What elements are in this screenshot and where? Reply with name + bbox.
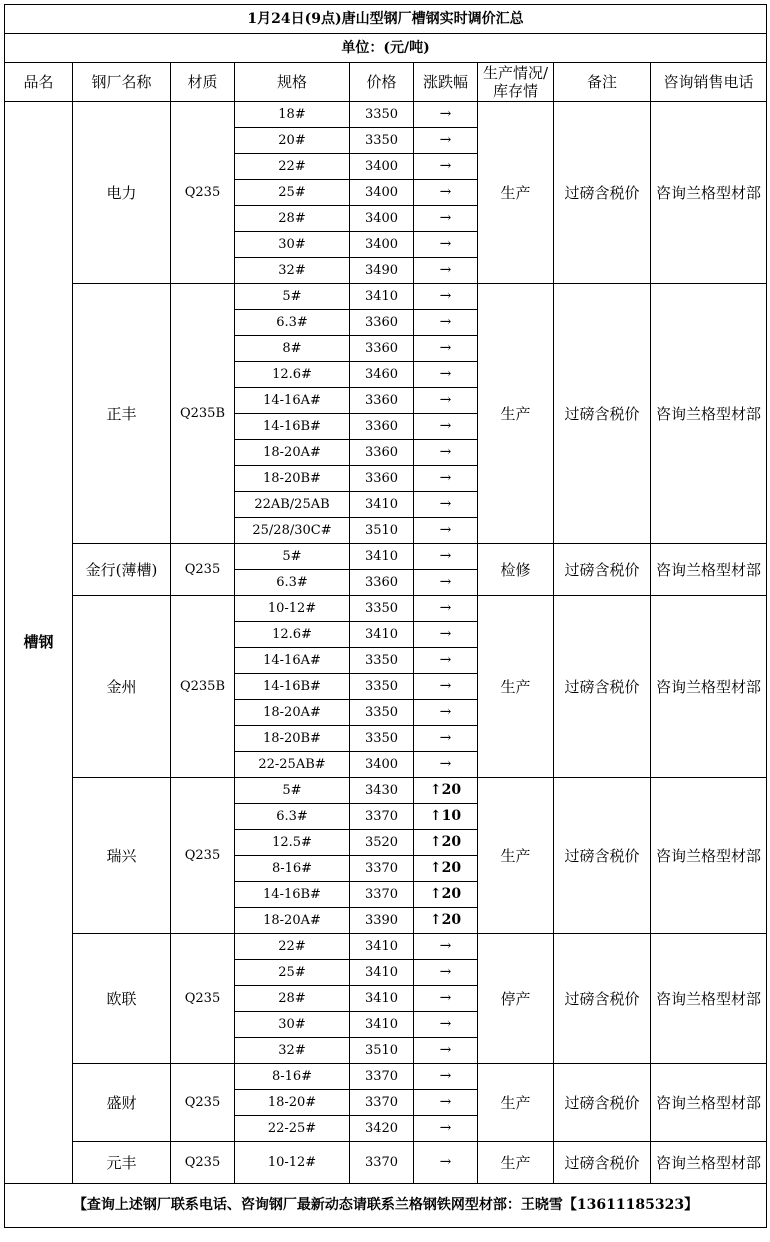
change-flat-cell: → — [414, 1116, 478, 1142]
change-flat-cell: → — [414, 596, 478, 622]
production-status: 生产 — [478, 1064, 554, 1142]
title-row — [5, 5, 767, 34]
spec-cell: 25/28/30C# — [235, 518, 350, 544]
price-cell: 3350 — [350, 596, 414, 622]
change-flat-cell: → — [414, 726, 478, 752]
material: Q235 — [171, 1142, 235, 1184]
footer-row — [5, 1184, 767, 1228]
price-table — [4, 4, 767, 1228]
mill-name: 元丰 — [73, 1142, 171, 1184]
contact-cell: 咨询兰格型材部 — [651, 102, 767, 284]
note-cell: 过磅含税价 — [554, 778, 651, 934]
change-flat-cell: → — [414, 648, 478, 674]
material: Q235 — [171, 778, 235, 934]
mill-name: 瑞兴 — [73, 778, 171, 934]
change-flat-cell: → — [414, 128, 478, 154]
change-flat-cell: → — [414, 986, 478, 1012]
change-flat-cell: → — [414, 700, 478, 726]
spec-cell: 28# — [235, 986, 350, 1012]
mill-name: 正丰 — [73, 284, 171, 544]
price-cell: 3430 — [350, 778, 414, 804]
change-up-cell: ↑10 — [414, 804, 478, 830]
change-flat-cell: → — [414, 752, 478, 778]
table-row — [5, 1142, 767, 1184]
spec-cell: 18-20A# — [235, 440, 350, 466]
change-flat-cell: → — [414, 1142, 478, 1184]
price-cell: 3410 — [350, 544, 414, 570]
production-status: 生产 — [478, 1142, 554, 1184]
table-row — [5, 596, 767, 622]
spec-cell: 22# — [235, 934, 350, 960]
material: Q235B — [171, 284, 235, 544]
price-cell: 3410 — [350, 986, 414, 1012]
spec-cell: 25# — [235, 180, 350, 206]
note-cell: 过磅含税价 — [554, 934, 651, 1064]
price-sheet — [4, 4, 766, 1228]
spec-cell: 6.3# — [235, 310, 350, 336]
spec-cell: 32# — [235, 1038, 350, 1064]
material: Q235 — [171, 1064, 235, 1142]
change-flat-cell: → — [414, 492, 478, 518]
price-cell: 3370 — [350, 804, 414, 830]
price-cell: 3410 — [350, 1012, 414, 1038]
price-cell: 3410 — [350, 284, 414, 310]
price-cell: 3350 — [350, 726, 414, 752]
spec-cell: 14-16A# — [235, 388, 350, 414]
table-row — [5, 544, 767, 570]
header-material: 材质 — [171, 63, 235, 102]
change-flat-cell: → — [414, 258, 478, 284]
change-up-cell: ↑20 — [414, 778, 478, 804]
note-cell: 过磅含税价 — [554, 1064, 651, 1142]
price-cell: 3400 — [350, 206, 414, 232]
change-flat-cell: → — [414, 102, 478, 128]
table-row — [5, 934, 767, 960]
mill-name: 金州 — [73, 596, 171, 778]
production-status: 生产 — [478, 102, 554, 284]
spec-cell: 28# — [235, 206, 350, 232]
production-status: 生产 — [478, 778, 554, 934]
change-up-cell: ↑20 — [414, 908, 478, 934]
header-change: 涨跌幅 — [414, 63, 478, 102]
change-flat-cell: → — [414, 570, 478, 596]
change-flat-cell: → — [414, 336, 478, 362]
price-cell: 3410 — [350, 492, 414, 518]
price-cell: 3400 — [350, 232, 414, 258]
price-cell: 3350 — [350, 674, 414, 700]
material: Q235 — [171, 934, 235, 1064]
header-product: 品名 — [5, 63, 73, 102]
change-flat-cell: → — [414, 1090, 478, 1116]
price-cell: 3360 — [350, 570, 414, 596]
spec-cell: 22AB/25AB — [235, 492, 350, 518]
change-flat-cell: → — [414, 622, 478, 648]
change-flat-cell: → — [414, 232, 478, 258]
price-cell: 3350 — [350, 102, 414, 128]
note-cell: 过磅含税价 — [554, 596, 651, 778]
spec-cell: 14-16B# — [235, 414, 350, 440]
spec-cell: 18-20B# — [235, 466, 350, 492]
change-flat-cell: → — [414, 284, 478, 310]
spec-cell: 20# — [235, 128, 350, 154]
change-flat-cell: → — [414, 310, 478, 336]
price-cell: 3420 — [350, 1116, 414, 1142]
spec-cell: 8-16# — [235, 856, 350, 882]
spec-cell: 14-16B# — [235, 882, 350, 908]
production-status: 生产 — [478, 284, 554, 544]
note-cell: 过磅含税价 — [554, 102, 651, 284]
header-row — [5, 63, 767, 102]
spec-cell: 18# — [235, 102, 350, 128]
price-cell: 3360 — [350, 336, 414, 362]
price-cell: 3400 — [350, 752, 414, 778]
spec-cell: 30# — [235, 232, 350, 258]
change-flat-cell: → — [414, 934, 478, 960]
change-up-cell: ↑20 — [414, 856, 478, 882]
material: Q235 — [171, 102, 235, 284]
spec-cell: 18-20B# — [235, 726, 350, 752]
material: Q235 — [171, 544, 235, 596]
spec-cell: 5# — [235, 778, 350, 804]
spec-cell: 18-20# — [235, 1090, 350, 1116]
change-flat-cell: → — [414, 1012, 478, 1038]
change-flat-cell: → — [414, 1064, 478, 1090]
spec-cell: 18-20A# — [235, 700, 350, 726]
spec-cell: 30# — [235, 1012, 350, 1038]
header-note: 备注 — [554, 63, 651, 102]
contact-cell: 咨询兰格型材部 — [651, 778, 767, 934]
price-cell: 3370 — [350, 856, 414, 882]
spec-cell: 25# — [235, 960, 350, 986]
change-up-cell: ↑20 — [414, 830, 478, 856]
spec-cell: 12.5# — [235, 830, 350, 856]
price-cell: 3360 — [350, 414, 414, 440]
price-cell: 3350 — [350, 700, 414, 726]
price-cell: 3390 — [350, 908, 414, 934]
change-flat-cell: → — [414, 518, 478, 544]
spec-cell: 18-20A# — [235, 908, 350, 934]
production-status: 生产 — [478, 596, 554, 778]
change-flat-cell: → — [414, 960, 478, 986]
spec-cell: 6.3# — [235, 570, 350, 596]
price-cell: 3360 — [350, 388, 414, 414]
price-cell: 3400 — [350, 180, 414, 206]
mill-name: 金行(薄槽) — [73, 544, 171, 596]
spec-cell: 12.6# — [235, 622, 350, 648]
spec-cell: 22# — [235, 154, 350, 180]
price-cell: 3410 — [350, 622, 414, 648]
price-cell: 3400 — [350, 154, 414, 180]
mill-name: 盛财 — [73, 1064, 171, 1142]
table-row — [5, 778, 767, 804]
change-flat-cell: → — [414, 388, 478, 414]
price-cell: 3520 — [350, 830, 414, 856]
table-title: 1月24日(9点)唐山型钢厂槽钢实时调价汇总 — [5, 5, 767, 34]
spec-cell: 22-25AB# — [235, 752, 350, 778]
header-price: 价格 — [350, 63, 414, 102]
change-flat-cell: → — [414, 154, 478, 180]
spec-cell: 5# — [235, 284, 350, 310]
contact-cell: 咨询兰格型材部 — [651, 1142, 767, 1184]
contact-cell: 咨询兰格型材部 — [651, 596, 767, 778]
contact-cell: 咨询兰格型材部 — [651, 284, 767, 544]
contact-cell: 咨询兰格型材部 — [651, 544, 767, 596]
change-flat-cell: → — [414, 1038, 478, 1064]
contact-cell: 咨询兰格型材部 — [651, 1064, 767, 1142]
spec-cell: 12.6# — [235, 362, 350, 388]
spec-cell: 8-16# — [235, 1064, 350, 1090]
spec-cell: 14-16B# — [235, 674, 350, 700]
table-row — [5, 1064, 767, 1090]
spec-cell: 5# — [235, 544, 350, 570]
change-flat-cell: → — [414, 180, 478, 206]
price-cell: 3410 — [350, 934, 414, 960]
footer-contact-text: 【查询上述钢厂联系电话、咨询钢厂最新动态请联系兰格钢铁网型材部：王晓雪【13611185323】 — [5, 1184, 767, 1228]
price-cell: 3360 — [350, 466, 414, 492]
header-contact: 咨询销售电话 — [651, 63, 767, 102]
table-row — [5, 284, 767, 310]
mill-name: 欧联 — [73, 934, 171, 1064]
price-cell: 3410 — [350, 960, 414, 986]
price-cell: 3350 — [350, 648, 414, 674]
spec-cell: 14-16A# — [235, 648, 350, 674]
product-name: 槽钢 — [5, 102, 73, 1184]
price-cell: 3370 — [350, 1090, 414, 1116]
change-up-cell: ↑20 — [414, 882, 478, 908]
change-flat-cell: → — [414, 414, 478, 440]
price-cell: 3370 — [350, 1064, 414, 1090]
change-flat-cell: → — [414, 362, 478, 388]
production-status: 停产 — [478, 934, 554, 1064]
mill-name: 电力 — [73, 102, 171, 284]
table-row — [5, 102, 767, 128]
price-cell: 3490 — [350, 258, 414, 284]
unit-row — [5, 34, 767, 63]
contact-cell: 咨询兰格型材部 — [651, 934, 767, 1064]
change-flat-cell: → — [414, 466, 478, 492]
spec-cell: 6.3# — [235, 804, 350, 830]
price-cell: 3510 — [350, 518, 414, 544]
price-cell: 3370 — [350, 882, 414, 908]
price-cell: 3360 — [350, 310, 414, 336]
spec-cell: 8# — [235, 336, 350, 362]
header-mill: 钢厂名称 — [73, 63, 171, 102]
production-status: 检修 — [478, 544, 554, 596]
price-cell: 3460 — [350, 362, 414, 388]
note-cell: 过磅含税价 — [554, 1142, 651, 1184]
note-cell: 过磅含税价 — [554, 544, 651, 596]
price-cell: 3510 — [350, 1038, 414, 1064]
note-cell: 过磅含税价 — [554, 284, 651, 544]
change-flat-cell: → — [414, 544, 478, 570]
spec-cell: 22-25# — [235, 1116, 350, 1142]
unit-label: 单位：(元/吨) — [5, 34, 767, 63]
header-spec: 规格 — [235, 63, 350, 102]
change-flat-cell: → — [414, 440, 478, 466]
spec-cell: 32# — [235, 258, 350, 284]
change-flat-cell: → — [414, 674, 478, 700]
price-cell: 3360 — [350, 440, 414, 466]
spec-cell: 10-12# — [235, 1142, 350, 1184]
price-cell: 3350 — [350, 128, 414, 154]
material: Q235B — [171, 596, 235, 778]
header-status: 生产情况/库存情 — [478, 63, 554, 102]
spec-cell: 10-12# — [235, 596, 350, 622]
change-flat-cell: → — [414, 206, 478, 232]
price-cell: 3370 — [350, 1142, 414, 1184]
